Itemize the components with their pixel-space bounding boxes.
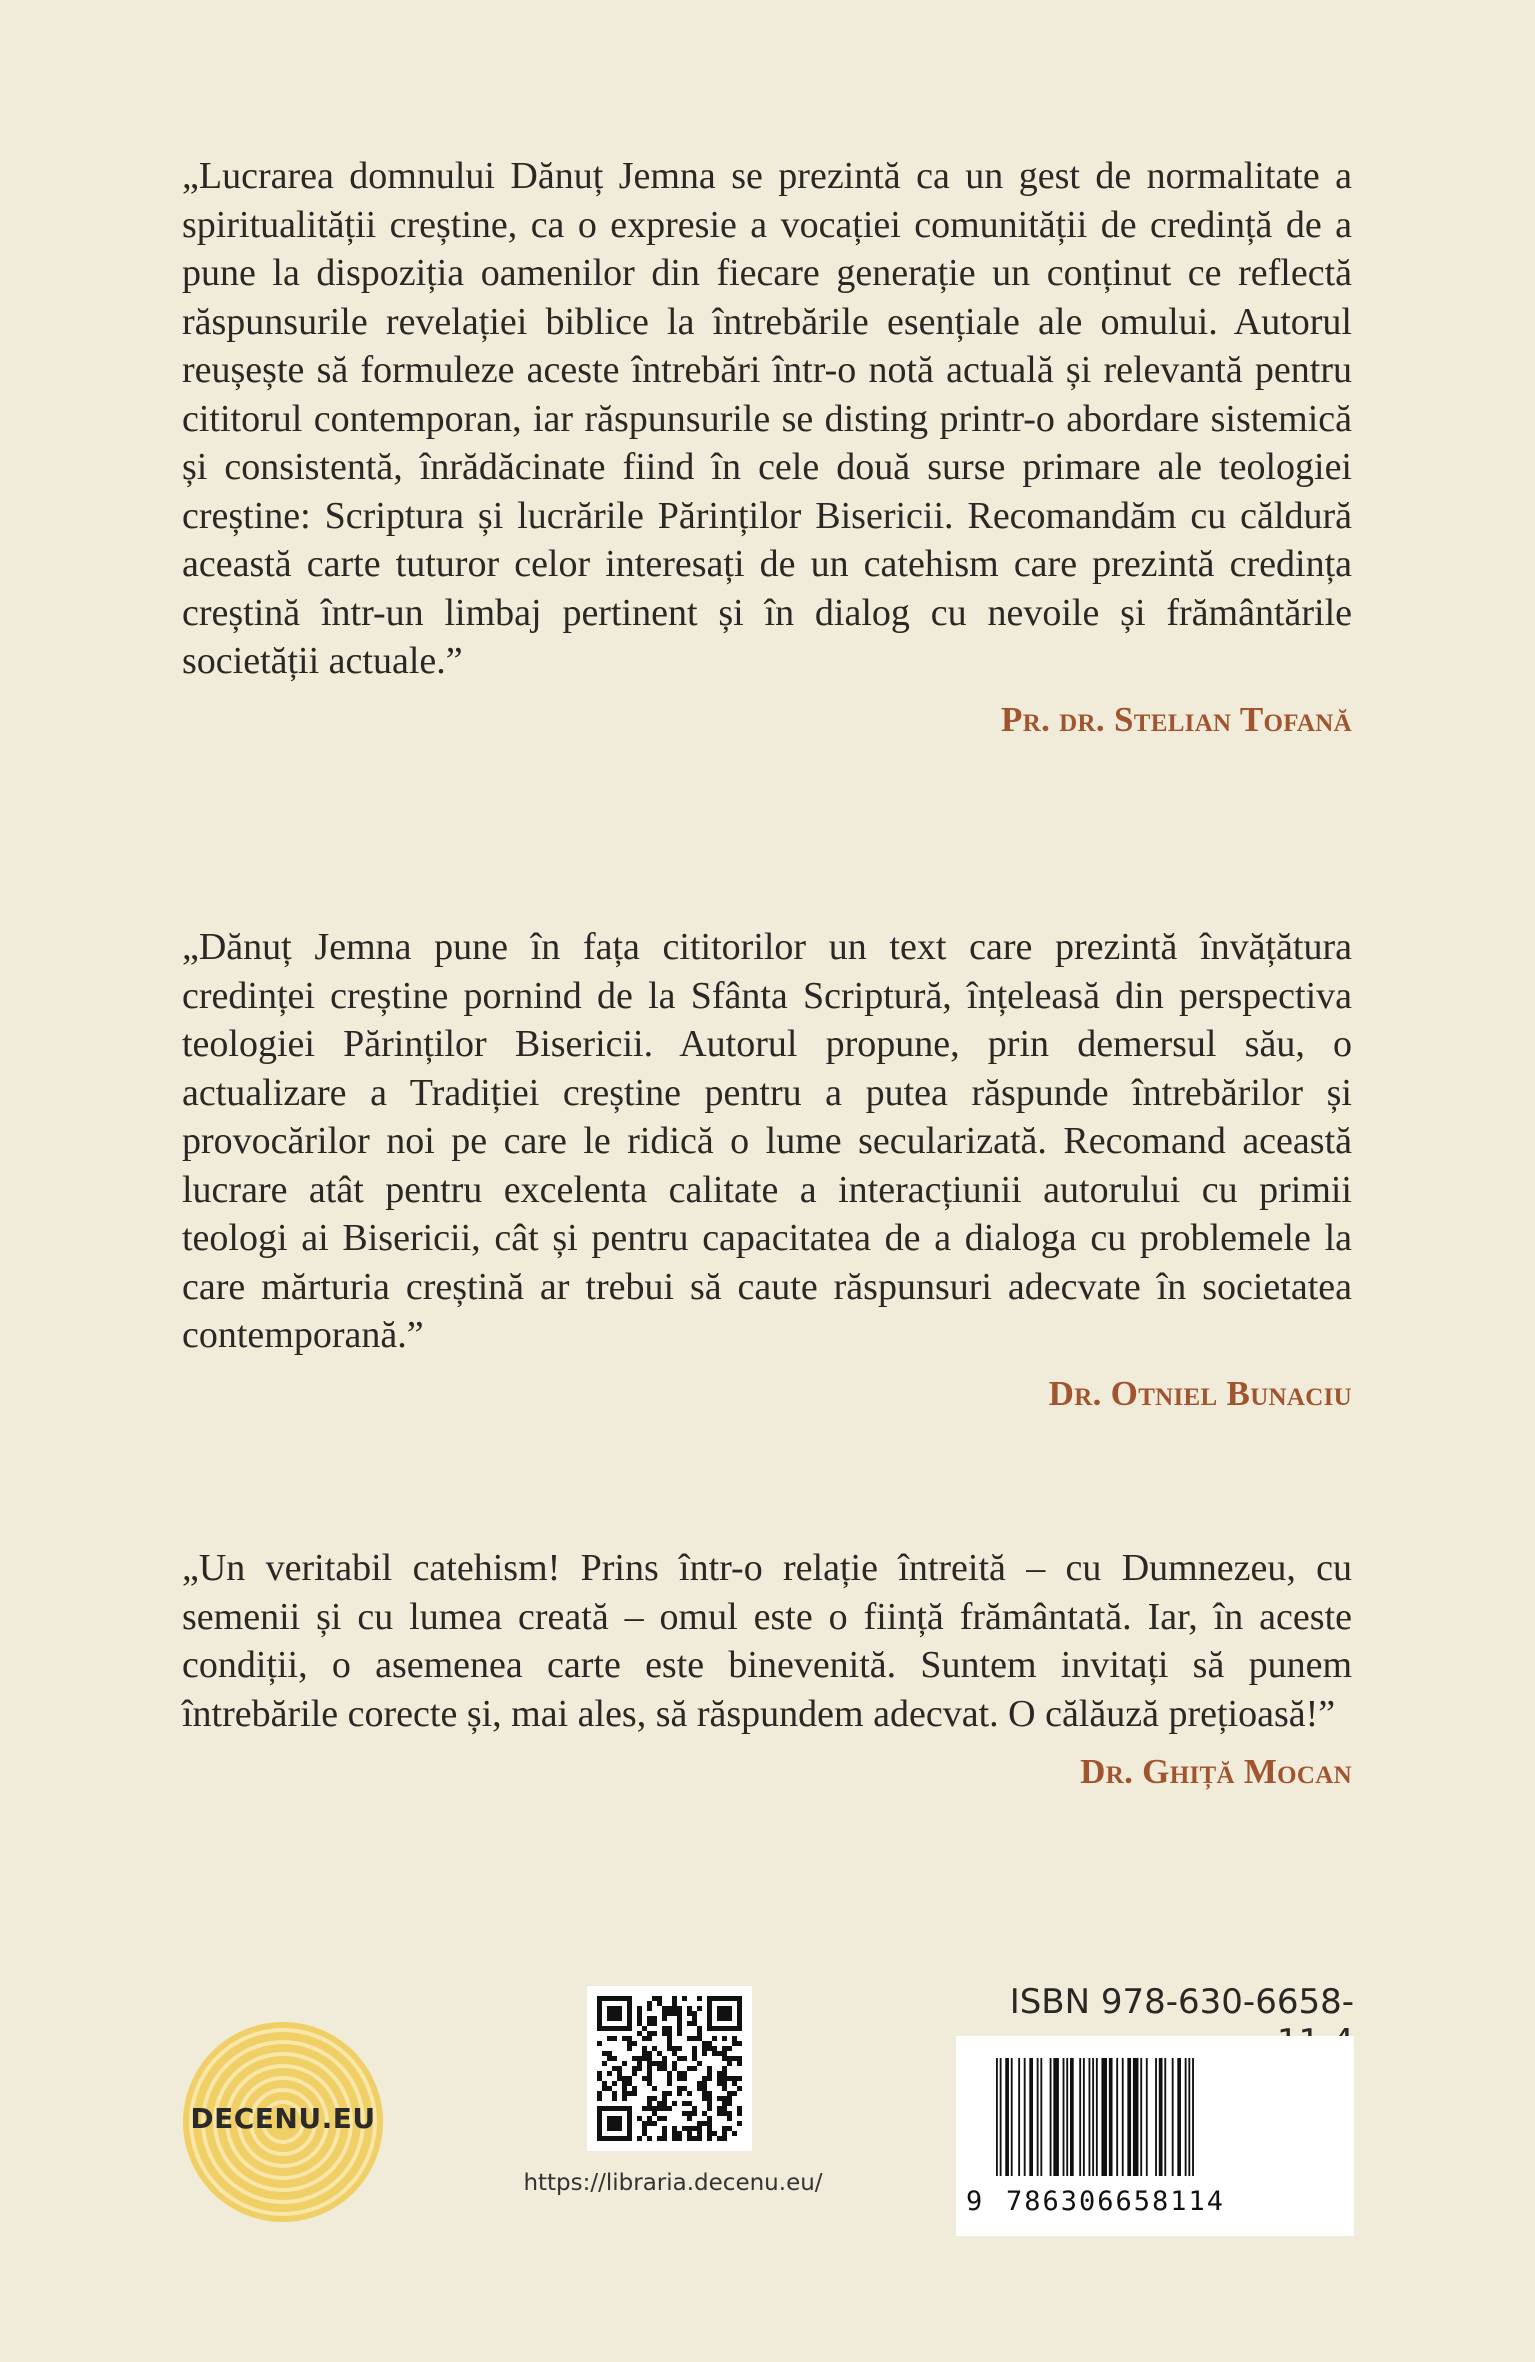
publisher-logo bbox=[183, 2022, 383, 2222]
endorsement-author: Dr. Ghiță Mocan bbox=[1080, 1752, 1352, 1791]
publisher-url[interactable]: https://libraria.decenu.eu/ bbox=[523, 2170, 823, 2196]
endorsement-text: „Un veritabil catehism! Prins într-o relație întreită – cu Dumnezeu, cu semenii și cu lumea creată – omul este o ființă frământată. Iar, în aceste condiții, o asemenea carte este binevenită. Suntem invitați să punem întrebările corecte și, mai ales, să răspundem adecvat. O călăuză prețioasă!” bbox=[182, 1547, 1352, 1735]
barcode-icon bbox=[956, 2036, 1354, 2186]
barcode-lead-digit: 9 bbox=[966, 2186, 985, 2217]
endorsement-3 bbox=[182, 1544, 1352, 1792]
endorsement-text: „Dănuț Jemna pune în fața cititorilor un text care prezintă învățătura credinței creștine pornind de la Sfânta Scriptură, înțeleasă din perspectiva teologiei Părinților Bisericii. Autorul propune, prin demersul său, o actualizare a Tradiției creștine pentru a putea răspunde întrebărilor și provocărilor noi pe care le ridică o lume secularizată. Recomand această lucrare atât pentru excelenta calitate a interacțiunii autorului cu primii teologi ai Bisericii, cât și pentru capacitatea de a dialoga cu problemele la care mărturia creștină ar trebui să caute răspunsuri adecvate în societatea contemporană.” bbox=[182, 926, 1352, 1356]
endorsement-2 bbox=[182, 923, 1352, 1414]
endorsement-1 bbox=[182, 152, 1352, 740]
endorsement-author: Pr. dr. Stelian Tofană bbox=[1001, 699, 1352, 739]
isbn-label: ISBN 978-630-6658- bbox=[1009, 1982, 1354, 2022]
endorsement-text: „Lucrarea domnului Dănuț Jemna se prezintă ca un gest de normalitate a spiritualității creștine, ca o expresie a vocației comunității de credință de a pune la dispoziția oamenilor din fiecare generație un conținut ce reflectă răspunsurile revelației biblice la întrebările esențiale ale omului. Autorul reușește să formuleze aceste întrebări într-o notă actuală și relevantă pentru cititorul contemporan, iar răspunsurile se disting printr-o abordare sistemică și consistentă, înrădăcinate fiind în cele două surse primare ale teologiei creștine: Scriptura și lucrările Părinților Bisericii. Recomandăm cu căldură această carte tuturor celor interesați de un catehism care prezintă credința creștină într-un limbaj pertinent și în dialog cu nevoile și frământările societății actuale.” bbox=[182, 155, 1352, 682]
qr-code-icon bbox=[587, 1986, 752, 2151]
barcode-digit-string: 786306658114 bbox=[1006, 2186, 1226, 2217]
isbn-barcode bbox=[956, 2036, 1354, 2236]
qr-code bbox=[587, 1986, 752, 2151]
publisher-logo-text: DECENU.EU bbox=[190, 2102, 376, 2135]
endorsement-author: Dr. Otniel Bunaciu bbox=[1048, 1373, 1352, 1413]
